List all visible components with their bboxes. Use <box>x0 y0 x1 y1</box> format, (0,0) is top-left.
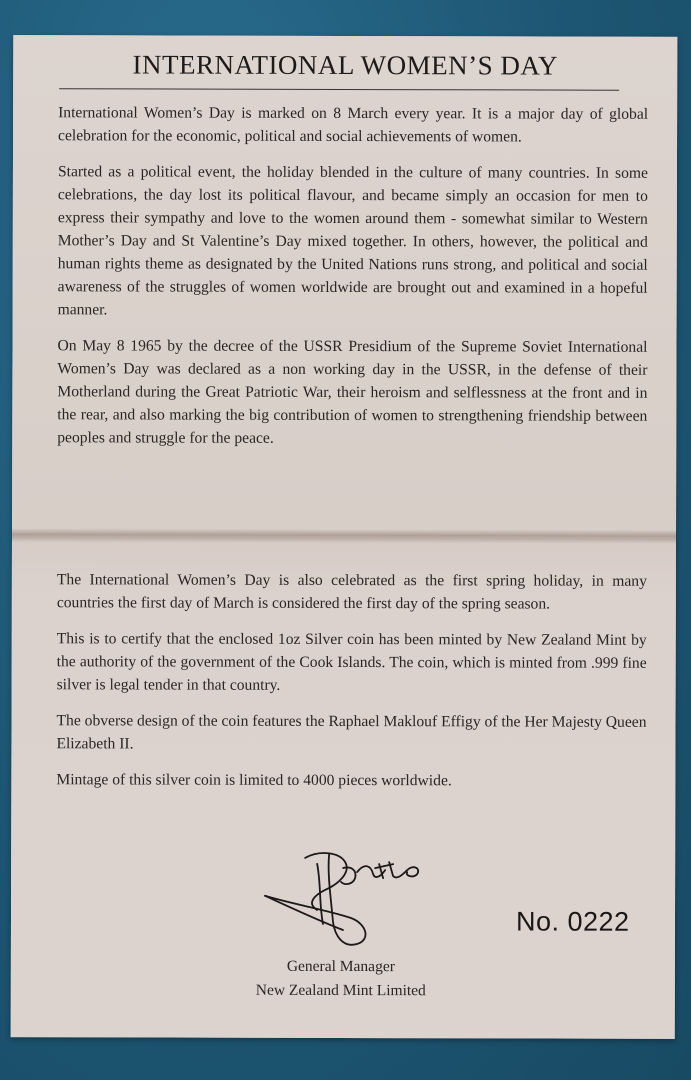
certificate-title: INTERNATIONAL WOMEN’S DAY <box>132 49 559 81</box>
paragraph-history: Started as a political event, the holiday blended in the culture of many countries. In some celebrations, the day lost its political flavour, and became simply an occasion for men to express their sympathy and love to the women around them - somewhat similar to Western Mother’s Day and St Valentine’s Day mixed together. In others, however, the political and human rights theme as designated by the United Nations runs strong, and political and social awareness of the struggles of women worldwide are brought out and examined in a hopeful manner. <box>57 163 648 319</box>
paragraph-certification: This is to certify that the enclosed 1oz Silver coin has been minted by New Zealand Mint by the authority of the government of the Cook Islands. The coin, which is minted from .999 fine silver is legal tender in that country. <box>56 630 647 694</box>
paragraph-spring: The International Women’s Day is also celebrated as the first spring holiday, in many countries the first day of March is considered the first day of the spring season. <box>56 571 647 613</box>
bottom-text-block <box>56 568 647 806</box>
certificate-number: No. 0222 <box>515 906 630 937</box>
signature-icon <box>247 844 437 954</box>
certificate-card <box>11 35 678 1039</box>
top-text-block <box>57 101 648 464</box>
paragraph-mintage: Mintage of this silver coin is limited to 4000 pieces worldwide. <box>56 771 452 790</box>
paragraph-ussr: On May 8 1965 by the decree of the USSR Presidium of the Supreme Soviet International Women’s Day was declared as a non working day in the USSR, in the defense of their Motherland during the Great Patriotic War, their heroism and selflessness at the front and in the rear, and also marking the big contribution of women to strengthening friendship between peoples and struggle for the peace. <box>57 337 648 447</box>
signer-title: General Manager <box>286 957 395 976</box>
paragraph-intro: International Women’s Day is marked on 8 March every year. It is a major day of global celebration for the economic, political and social achievements of women. <box>58 104 649 146</box>
signer-organization: New Zealand Mint Limited <box>255 981 426 1000</box>
fold-crease <box>12 528 676 544</box>
paragraph-obverse: The obverse design of the coin features the Raphael Maklouf Effigy of the Her Majesty Queen Elizabeth II. <box>56 712 647 753</box>
